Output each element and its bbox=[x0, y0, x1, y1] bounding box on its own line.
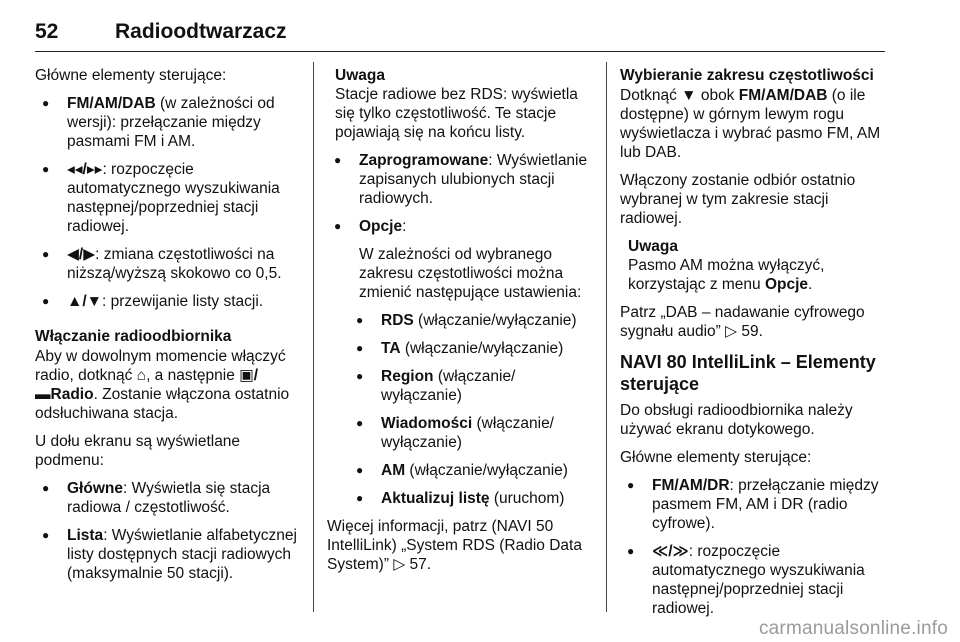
options-list bbox=[327, 311, 595, 508]
paragraph: U dołu ekranu są wyświetlane podmenu: bbox=[35, 433, 241, 469]
list-item: ● Wiadomości (włączanie/ wyłączanie) bbox=[349, 414, 595, 452]
paragraph: Włączony zostanie odbiór ostatnio wybranej w tym zakresie stacji radiowej. bbox=[620, 172, 856, 227]
controls-intro: Główne elementy sterujące: bbox=[35, 67, 227, 84]
column-3 bbox=[620, 66, 888, 627]
step-arrows-icon: ◀/▶ bbox=[67, 246, 96, 263]
seek-icon: ≪/≫ bbox=[652, 543, 689, 560]
page-header bbox=[35, 22, 885, 50]
list-item: ● Główne: Wyświetla się stacja radiowa / częstotliwość. bbox=[35, 479, 303, 517]
list-item: ● ◀/▶: zmiana częstotliwości na niższą/wyższą skokowo co 0,5. bbox=[35, 245, 303, 283]
more-info-paragraph: Więcej informacji, patrz (NAVI 50 IntelliLink) „System RDS (Radio Data System)” ▷ 57. bbox=[327, 518, 582, 573]
submenu-list-continued bbox=[327, 151, 595, 302]
paragraph: Dotknąć ▼ obok FM/AM/DAB (o ile dostępne) w górnym lewym rogu wyświetlacza i wybrać pasmo FM, AM lub DAB. bbox=[620, 87, 881, 161]
list-item: ● Region (włączanie/ wyłączanie) bbox=[349, 367, 595, 405]
column-1 bbox=[35, 66, 303, 592]
home-icon: ⌂ bbox=[136, 367, 147, 384]
list-item: ● ▲/▼: przewijanie listy stacji. bbox=[35, 292, 303, 311]
note-box bbox=[620, 237, 888, 294]
page-reference-icon: ▷ bbox=[393, 556, 406, 573]
radio-icon-2: ▬ bbox=[35, 386, 51, 403]
submenu-list bbox=[35, 479, 303, 583]
list-item: ● ≪/≫: rozpoczęcie automatycznego wyszukiwania następnej/poprzedniej stacji radiowej. bbox=[620, 542, 888, 618]
list-item: ● FM/AM/DAB (w zależności od wersji): przełączanie między pasmami FM i AM. bbox=[35, 94, 303, 151]
list-item: ● RDS (włączanie/wyłączanie) bbox=[349, 311, 595, 330]
list-item: ● Zaprogramowane: Wyświetlanie zapisanych ulubionych stacji radiowych. bbox=[327, 151, 595, 208]
radio-icon: ▣/ bbox=[239, 367, 259, 384]
header-divider bbox=[35, 51, 885, 52]
controls-list bbox=[35, 94, 303, 311]
column-2 bbox=[327, 66, 595, 583]
paragraph: Aby w dowolnym momencie włączyć radio, dotknąć ⌂, a następnie ▣/ ▬Radio. Zostanie włączona ostatnio odsłuchiwana stacja. bbox=[35, 348, 290, 422]
note-box bbox=[327, 66, 595, 142]
list-item: ● Lista: Wyświetlanie alfabetycznej listy dostępnych stacji radiowych (maksymalnie 50 stacji). bbox=[35, 526, 303, 583]
list-item: ● Aktualizuj listę (uruchom) bbox=[349, 489, 595, 508]
note-text: Stacje radiowe bez RDS: wyświetla się tylko częstotliwość. Te stacje pojawiają się na końcu listy. bbox=[335, 86, 578, 141]
list-item: ● AM (włączanie/wyłączanie) bbox=[349, 461, 595, 480]
paragraph: Do obsługi radioodbiornika należy używać ekranu dotykowego. bbox=[620, 402, 853, 438]
scroll-arrows-icon: ▲/▼ bbox=[67, 293, 102, 310]
list-item: ● TA (włączanie/wyłączanie) bbox=[349, 339, 595, 358]
controls-intro: Główne elementy sterujące: bbox=[620, 449, 812, 466]
section-title: NAVI 80 IntelliLink – Elementy sterujące bbox=[620, 352, 876, 394]
list-item: ● FM/AM/DR: przełączanie między pasmem FM, AM i DR (radio cyfrowe). bbox=[620, 476, 888, 533]
column-divider-1 bbox=[313, 62, 314, 612]
controls-list bbox=[620, 476, 888, 618]
page-number: 52 bbox=[35, 20, 59, 43]
section-heading: Włączanie radioodbiornika bbox=[35, 328, 232, 345]
note-title: Uwaga bbox=[335, 67, 385, 84]
page-reference-icon: ▷ bbox=[725, 323, 738, 340]
page-title: Radioodtwarzacz bbox=[115, 20, 287, 43]
note-title: Uwaga bbox=[628, 238, 678, 255]
dropdown-arrow-icon: ▼ bbox=[681, 87, 697, 104]
column-divider-2 bbox=[606, 62, 607, 612]
seek-icon: ◂◂/▸▸ bbox=[67, 161, 103, 178]
list-item: ● Opcje: W zależności od wybranego zakresu częstotliwości można zmienić następujące ustawienia: bbox=[327, 217, 595, 302]
list-item: ● ◂◂/▸▸: rozpoczęcie automatycznego wyszukiwania następnej/poprzedniej stacji radiowej. bbox=[35, 160, 303, 236]
section-heading: Wybieranie zakresu częstotliwości bbox=[620, 67, 874, 84]
watermark: carmanualsonline.info bbox=[758, 618, 948, 639]
note-text: Pasmo AM można wyłączyć, korzystając z menu Opcje. bbox=[628, 257, 825, 293]
reference-paragraph: Patrz „DAB – nadawanie cyfrowego sygnału audio” ▷ 59. bbox=[620, 304, 865, 340]
